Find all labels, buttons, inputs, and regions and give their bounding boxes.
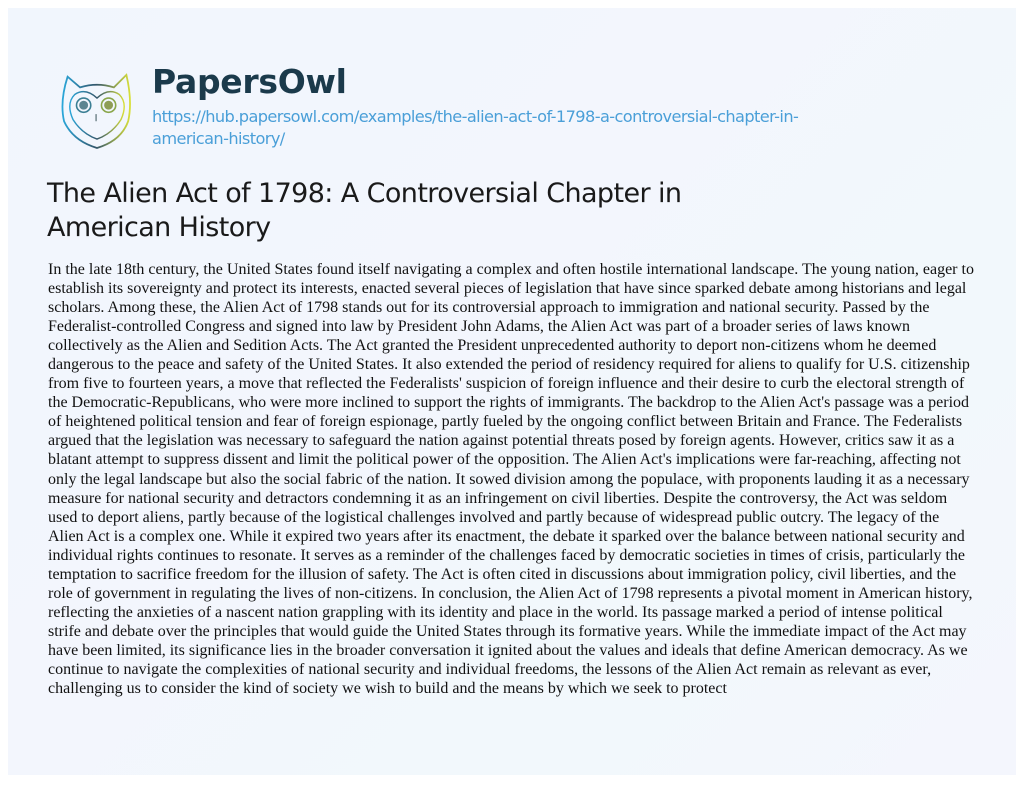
body-line: reflecting the anxieties of a nascent nation grappling with its identity and place in the world. Its passage marked a period of intense political [48, 603, 943, 621]
owl-logo-icon [48, 66, 146, 164]
body-line: have been limited, its significance lies in the broader conversation it ignited about the values and ideals that define American democracy. As we [48, 641, 968, 659]
body-line: In the late 18th century, the United States found itself navigating a complex and often hostile international landscape. The young nation, eager to [48, 261, 974, 278]
body-line: role of government in regulating the lives of non-citizens. In conclusion, the Alien Act of 1798 represents a pivotal moment in American history, [48, 584, 973, 602]
body-line: scholars. Among these, the Alien Act of 1798 stands out for its controversial approach to immigration and national security. Passed by the [48, 299, 930, 317]
source-url-line: https://hub.papersowl.com/examples/the-alien-act-of-1798-a-controversial-chapter-in- [152, 107, 799, 126]
body-line: individual rights continues to resonate. It serves as a reminder of the challenges faced by democratic societies in times of crisis, particularly the [48, 546, 966, 564]
body-line: challenging us to consider the kind of society we wish to build and the means by which we seek to protect [48, 680, 727, 698]
body-line: strife and debate over the principles that would guide the United States through its formative years. While the immediate impact of the Act may [48, 622, 967, 640]
source-url-line: american-history/ [152, 129, 285, 148]
body-line: dangerous to the peace and safety of the United States. It also extended the period of residency required for aliens to qualify for U.S. citizenship [48, 356, 970, 374]
title-line: The Alien Act of 1798: A Controversial Chapter in [47, 178, 682, 209]
body-line: the Democratic-Republicans, who were more inclined to support the rights of immigrants. The backdrop to the Alien Act's passage was a period [48, 394, 970, 412]
body-line: continue to navigate the complexities of national security and individual freedoms, the lessons of the Alien Act remain as relevant as ever, [48, 660, 932, 678]
body-line: establish its sovereignty and protect its interests, enacted several pieces of legislation that have since sparked debate among historians and legal [48, 280, 967, 298]
body-line: used to deport aliens, partly because of the logistical challenges involved and partly because of widespread public outcry. The legacy of the [48, 508, 940, 526]
body-line: argued that the legislation was necessary to safeguard the nation against potential threats posed by foreign agents. However, critics saw it as a [48, 432, 955, 450]
body-line: blatant attempt to suppress dissent and limit the political power of the opposition. The Alien Act's implications were far-reaching, affecting not [48, 451, 961, 469]
body-line: collectively as the Alien and Sedition Acts. The Act granted the President unprecedented authority to deport non-citizens whom he deemed [48, 337, 937, 355]
body-line: Federalist-controlled Congress and signed into law by President John Adams, the Alien Act was part of a broader series of laws known [48, 318, 911, 336]
source-url-link[interactable] [152, 106, 872, 150]
article-title [47, 177, 681, 245]
title-line: American History [47, 212, 271, 243]
body-line: from five to fourteen years, a move that reflected the Federalists' suspicion of foreign influence and their desire to curb the electoral strength of [48, 375, 965, 393]
body-line: measure for national security and detractors condemning it as an infringement on civil liberties. Despite the controversy, the Act was seldom [48, 489, 948, 507]
body-line: only the legal landscape but also the social fabric of the nation. It sowed division among the populace, with proponents lauding it as a necessary [48, 470, 970, 488]
body-line: temptation to sacrifice freedom for the illusion of safety. The Act is often cited in discussions about immigration policy, civil liberties, and the [48, 565, 957, 583]
brand-name: PapersOwl [152, 62, 347, 101]
article-body [48, 260, 1018, 698]
body-line: Alien Act is a complex one. While it expired two years after its enactment, the debate it sparked over the balance between national security and [48, 527, 965, 545]
body-line: of heightened political tension and fear of foreign espionage, partly fueled by the ongoing conflict between Britain and France. The Federalists [48, 413, 963, 431]
